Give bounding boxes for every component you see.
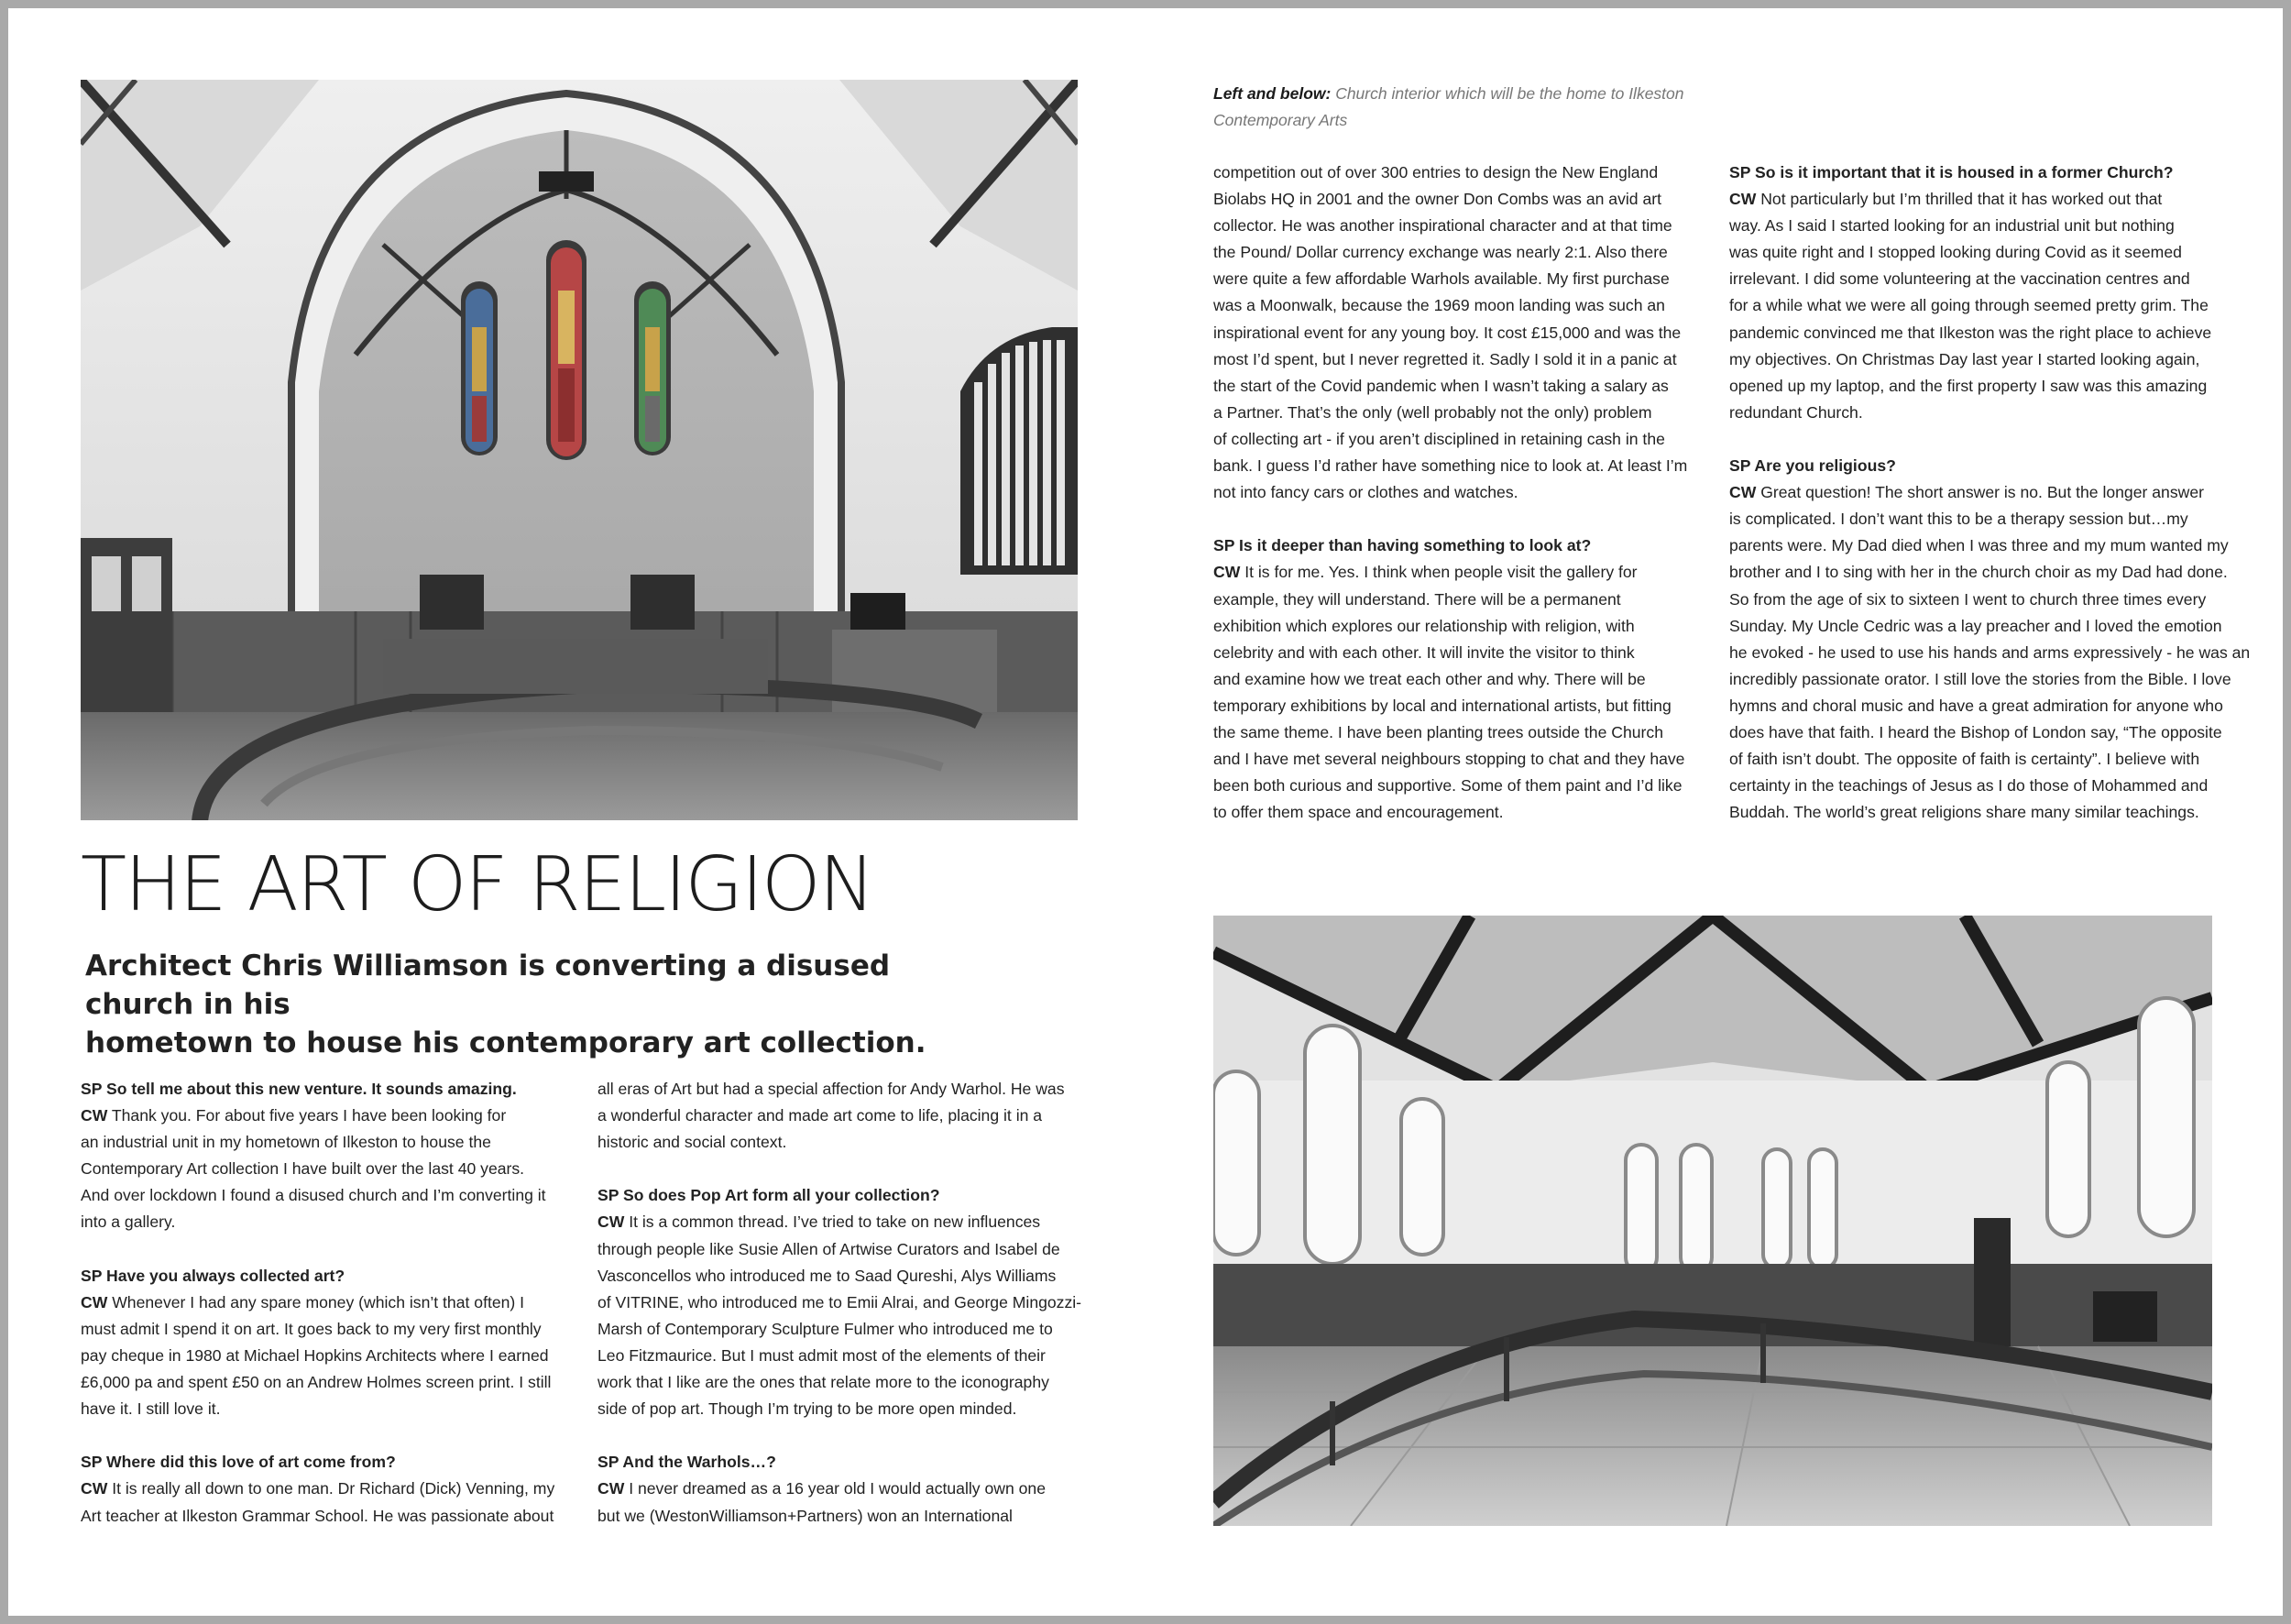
body-line (1729, 719, 2238, 746)
body-line (1729, 186, 2238, 213)
body-line (81, 1182, 557, 1209)
body-text (1729, 430, 1734, 448)
body-text: the start of the Covid pandemic when I wasn’t taking a salary as (1213, 376, 1669, 395)
body-line (1729, 640, 2251, 666)
photo-caption (1213, 81, 1690, 134)
body-line (1213, 719, 1708, 746)
body-text: the Pound/ Dollar currency exchange was nearly 2:1. Also there (1213, 243, 1668, 262)
caption-text-1: Church interior which will be the home to Ilkeston (1331, 84, 1684, 103)
body-text: Buddah. The world’s great religions share many similar teachings. (1729, 803, 2199, 822)
body-text (81, 1426, 85, 1444)
body-line (1729, 799, 2238, 826)
body-line (1729, 479, 2238, 506)
interviewer-question: SP Where did this love of art come from? (81, 1453, 396, 1472)
body-text: a Partner. That’s the only (well probably not the only) problem (1213, 402, 1652, 422)
body-text: irrelevant. I did some volunteering at the vaccination centres and (1729, 269, 2190, 289)
body-line (81, 1209, 557, 1235)
body-text: the same theme. I have been planting trees outside the Church (1213, 722, 1663, 741)
body-line (1213, 320, 1708, 346)
body-line (1729, 559, 2238, 586)
body-line (1729, 532, 2238, 559)
body-text: example, they will understand. There will be a permanent (1213, 589, 1621, 609)
body-text: but we (WestonWilliamson+Partners) won an International (597, 1506, 1013, 1525)
speaker-initials: CW (597, 1479, 625, 1498)
speaker-initials: CW (81, 1479, 108, 1498)
body-text: collector. He was another inspirational character and at that time (1213, 216, 1672, 236)
body-text: not into fancy cars or clothes and watches. (1213, 483, 1518, 502)
body-text: pay cheque in 1980 at Michael Hopkins Architects where I earned (81, 1345, 549, 1365)
interviewer-question: SP So is it important that it is housed in a former Church? (1729, 163, 2174, 181)
body-line (1729, 587, 2238, 613)
body-text: pandemic convinced me that Ilkeston was the right place to achieve (1729, 323, 2212, 342)
church-hall-photo (1213, 916, 2212, 1526)
body-text: through people like Susie Allen of Artwise Curators and Isabel de (597, 1239, 1060, 1258)
body-text: Vasconcellos who introduced me to Saad Qureshi, Alys Williams (597, 1266, 1057, 1285)
body-text: an industrial unit in my hometown of Ilkeston to house the (81, 1133, 491, 1152)
body-line (1213, 587, 1708, 613)
body-line (1729, 346, 2238, 373)
body-text: Great question! The short answer is no. But the longer answer (1756, 483, 2204, 502)
body-line (1213, 559, 1708, 586)
body-line (81, 1236, 557, 1263)
body-text: It is really all down to one man. Dr Richard (Dick) Venning, my (107, 1479, 555, 1498)
body-line (1729, 400, 2238, 426)
body-text: work that I like are the ones that relate more to the iconography (597, 1373, 1049, 1392)
body-line (597, 1289, 1083, 1316)
article-standfirst (85, 947, 1002, 1062)
speaker-initials: CW (1729, 483, 1757, 502)
speaker-initials: CW (81, 1292, 108, 1311)
body-text: hymns and choral music and have a great admiration for anyone who (1729, 696, 2223, 715)
body-text: and I have met several neighbours stopping to chat and they have (1213, 750, 1685, 769)
body-text: Whenever I had any spare money (which isn’t that often) I (107, 1292, 525, 1311)
body-line (1213, 426, 1708, 453)
body-line (1213, 746, 1708, 773)
body-line (1213, 799, 1708, 826)
body-text: parents were. My Dad died when I was three and my mum wanted my (1729, 536, 2229, 555)
body-text: been both curious and supportive. Some of them paint and I’d like (1213, 776, 1683, 796)
body-text: It is a common thread. I’ve tried to take on new influences (624, 1213, 1041, 1232)
body-text: £6,000 pa and spent £50 on an Andrew Holmes screen print. I still (81, 1373, 552, 1392)
body-text: side of pop art. Though I’m trying to be more open minded. (597, 1399, 1017, 1419)
body-line (81, 1316, 557, 1343)
body-line (81, 1369, 557, 1396)
body-text: were quite a few affordable Warhols available. My first purchase (1213, 269, 1670, 289)
body-text: must admit I spend it on art. It goes back to my very first monthly (81, 1319, 542, 1338)
standfirst-line-2: hometown to house his contemporary art collection. (85, 1026, 926, 1059)
body-text: redundant Church. (1729, 402, 1863, 422)
body-text: Thank you. For about five years I have been looking for (107, 1106, 507, 1125)
body-text: opened up my laptop, and the first property I saw was this amazing (1729, 376, 2208, 395)
body-line (597, 1476, 1083, 1502)
caption-line-1 (1213, 81, 1690, 107)
body-text: exhibition which explores our relationship with religion, with (1213, 616, 1635, 635)
body-text: way. As I said I started looking for an industrial unit but nothing (1729, 216, 2175, 236)
body-line (1729, 773, 2238, 799)
body-line (81, 1156, 557, 1182)
body-line (81, 1503, 557, 1530)
body-line (597, 1263, 1083, 1289)
body-text: celebrity and with each other. It will invite the visitor to think (1213, 642, 1635, 662)
speaker-initials: CW (1213, 563, 1241, 582)
body-text: temporary exhibitions by local and international artists, but fitting (1213, 696, 1672, 715)
body-line (1213, 666, 1708, 693)
body-text: into a gallery. (81, 1213, 176, 1232)
body-text: all eras of Art but had a special affection for Andy Warhol. He was (597, 1080, 1065, 1098)
body-line (597, 1103, 1083, 1129)
body-text (1213, 510, 1218, 528)
body-line (597, 1156, 1083, 1182)
body-text: Art teacher at Ilkeston Grammar School. He was passionate about (81, 1506, 554, 1525)
body-line (81, 1343, 557, 1369)
question-line (597, 1182, 1083, 1209)
body-text: of faith isn’t doubt. The opposite of faith is certainty”. I believe with (1729, 750, 2200, 769)
interviewer-question: SP Are you religious? (1729, 456, 1896, 476)
body-line (1729, 213, 2238, 239)
body-line (1213, 186, 1708, 213)
body-line (1729, 506, 2238, 532)
caption-lead: Left and below: (1213, 84, 1332, 103)
body-line (1729, 613, 2238, 640)
article-column-3 (1213, 159, 1708, 826)
body-text: Sunday. My Uncle Cedric was a lay preacher and I loved the emotion (1729, 616, 2222, 635)
body-text: for a while what we were all going through seemed pretty grim. The (1729, 296, 2209, 315)
article-column-2 (597, 1076, 1083, 1530)
body-line (81, 1289, 557, 1316)
body-text: does have that faith. I heard the Bishop of London say, “The opposite (1729, 722, 2222, 741)
interviewer-question: SP Is it deeper than having something to look at? (1213, 536, 1592, 555)
body-line (597, 1396, 1083, 1422)
body-line (81, 1422, 557, 1449)
body-text: of VITRINE, who introduced me to Emii Alrai, and George Mingozzi- (597, 1292, 1082, 1311)
body-line (1213, 640, 1708, 666)
body-line (1213, 239, 1708, 266)
body-text: he evoked - he used to use his hands and arms expressively - he was an (1729, 642, 2251, 662)
church-sanctuary-photo (81, 80, 1078, 820)
body-text: was quite right and I stopped looking during Covid as it seemed (1729, 243, 2182, 262)
body-line (597, 1209, 1083, 1235)
body-text: Biolabs HQ in 2001 and the owner Don Combs was an avid art (1213, 190, 1661, 209)
body-line (1213, 159, 1708, 186)
speaker-initials: CW (81, 1106, 108, 1125)
body-text: of collecting art - if you aren’t disciplined in retaining cash in the (1213, 429, 1665, 448)
body-line (1213, 213, 1708, 239)
body-line (1213, 506, 1708, 532)
body-line (81, 1103, 557, 1129)
body-text: Leo Fitzmaurice. But I must admit most of the elements of their (597, 1345, 1046, 1365)
interviewer-question: SP So tell me about this new venture. It sounds amazing. (81, 1080, 517, 1098)
article-title: THE ART OF RELIGION (81, 841, 873, 928)
body-line (1729, 426, 2238, 453)
body-text (81, 1240, 85, 1258)
body-line (1729, 666, 2238, 693)
question-line (597, 1449, 1083, 1476)
body-text: I never dreamed as a 16 year old I would actually own one (624, 1479, 1046, 1498)
standfirst-line-1: Architect Chris Williamson is converting a disused church in his (85, 949, 891, 1021)
body-text: most I’d spent, but I never regretted it. Sadly I sold it in a panic at (1213, 349, 1677, 368)
interviewer-question: SP So does Pop Art form all your collection? (597, 1186, 940, 1205)
body-line (1213, 453, 1708, 479)
body-line (1729, 373, 2238, 400)
body-line (81, 1129, 557, 1156)
interviewer-question: SP Have you always collected art? (81, 1266, 345, 1285)
body-line (1213, 346, 1708, 373)
body-line (1729, 320, 2238, 346)
body-text: to offer them space and encouragement. (1213, 803, 1504, 822)
body-text: brother and I to sing with her in the church choir as my Dad had done. (1729, 563, 2228, 582)
body-line (1213, 479, 1708, 506)
body-text: Not particularly but I’m thrilled that it has worked out that (1756, 190, 2163, 209)
body-line (597, 1129, 1083, 1156)
question-line (81, 1449, 557, 1476)
body-line (1729, 266, 2238, 292)
body-line (1213, 400, 1708, 426)
body-line (81, 1476, 557, 1502)
body-line (597, 1422, 1083, 1449)
question-line (81, 1263, 557, 1289)
body-line (1729, 746, 2238, 773)
body-text: So from the age of six to sixteen I went to church three times every (1729, 589, 2207, 609)
article-column-4 (1729, 159, 2251, 826)
body-line (1213, 373, 1708, 400)
body-line (1213, 613, 1708, 640)
body-text: Marsh of Contemporary Sculpture Fulmer who introduced me to (597, 1319, 1053, 1338)
body-line (597, 1343, 1083, 1369)
body-text: certainty in the teachings of Jesus as I do those of Mohammed and (1729, 776, 2209, 796)
body-line (1213, 292, 1708, 319)
body-line (1729, 292, 2238, 319)
body-text: have it. I still love it. (81, 1399, 221, 1419)
caption-line-2: Contemporary Arts (1213, 111, 1348, 129)
question-line (1213, 532, 1708, 559)
body-text: competition out of over 300 entries to design the New England (1213, 163, 1659, 181)
body-line (1213, 266, 1708, 292)
magazine-spread (8, 8, 2283, 1616)
body-text: And over lockdown I found a disused church and I’m converting it (81, 1186, 546, 1205)
body-line (597, 1316, 1083, 1343)
article-column-1 (81, 1076, 557, 1530)
body-text (597, 1159, 602, 1178)
question-line (1729, 159, 2238, 186)
body-text: and examine how we treat each other and why. There will be (1213, 669, 1646, 688)
question-line (81, 1076, 557, 1103)
body-text: a wonderful character and made art come to life, placing it in a (597, 1106, 1043, 1125)
speaker-initials: CW (597, 1213, 625, 1232)
speaker-initials: CW (1729, 190, 1757, 209)
body-line (597, 1076, 1083, 1103)
body-line (1213, 773, 1708, 799)
body-text: was a Moonwalk, because the 1969 moon landing was such an (1213, 296, 1665, 315)
body-text: It is for me. Yes. I think when people visit the gallery for (1240, 563, 1638, 582)
body-text: is complicated. I don’t want this to be a therapy session but…my (1729, 510, 2188, 529)
body-text: inspirational event for any young boy. It cost £15,000 and was the (1213, 323, 1682, 342)
body-text: incredibly passionate orator. I still love the stories from the Bible. I love (1729, 669, 2231, 688)
body-line (1213, 693, 1708, 719)
body-line (1729, 693, 2238, 719)
question-line (1729, 453, 2238, 479)
body-line (81, 1396, 557, 1422)
body-text: Contemporary Art collection I have built over the last 40 years. (81, 1159, 525, 1179)
body-text: bank. I guess I’d rather have something nice to look at. At least I’m (1213, 456, 1688, 476)
body-line (597, 1236, 1083, 1263)
interviewer-question: SP And the Warhols…? (597, 1453, 776, 1472)
body-line (597, 1503, 1083, 1530)
body-text (597, 1426, 602, 1444)
body-line (1729, 239, 2238, 266)
body-text: my objectives. On Christmas Day last year I started looking again, (1729, 349, 2200, 368)
body-text: historic and social context. (597, 1133, 787, 1152)
body-line (597, 1369, 1083, 1396)
